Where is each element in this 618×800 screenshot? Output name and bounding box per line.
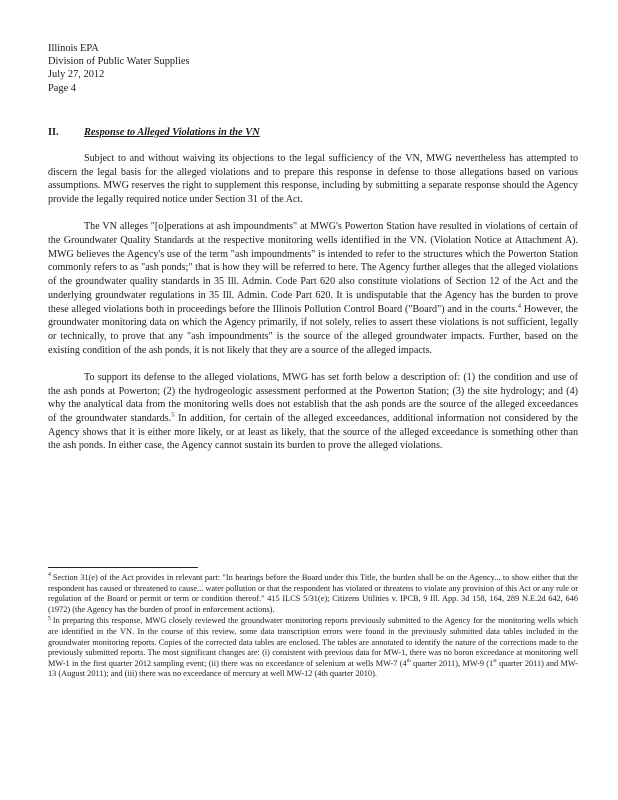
page-number: Page 4 (48, 82, 76, 94)
footnote-ref-5: 5 (171, 411, 175, 419)
paragraph-defense-outline (48, 371, 578, 453)
footnote-5-ordinal-1: th (406, 657, 411, 664)
section-title: Response to Alleged Violations in the VN (84, 127, 260, 138)
paragraph-vn-allegations-part2: However, the groundwater monitoring data on which the Agency primarily, if not solely, relies to assert these violations is not sufficient, legally or technically, to prove that any "ash impoundments" is the source of the alleged groundwater impacts. Further, based on the existing condition of the ash ponds, it is not likely that they are a source of the alleged impacts. (48, 303, 578, 356)
footnote-4-text: Section 31(e) of the Act provides in relevant part: "In hearings before the Board under this Title, the burden shall be on the Agency... to show either that the respondent has caused or threatened to cause... water pollution or that the respondent has violated or threatens to violate any provision of this Act or any rule or regulation of the Board or permit or term or condition thereof." 415 ILCS 5/31(e); Citizens Utilities v. IPCB, 9 Ill. App. 3d 158, 164, 289 N.E.2d 642, 646 (1972) (the Agency has the burden of proof in enforcement actions). (48, 573, 578, 614)
footnote-separator (48, 567, 198, 568)
footnote-ref-4: 4 (517, 302, 521, 310)
letterhead (48, 42, 190, 95)
footnote-5-text-part3: quarter 2011) and MW-13 (August 2011); and (iii) there was no exceedance of mercury at well MW-12 (4th quarter 2010). (48, 658, 578, 679)
paragraph-vn-allegations-part1: The VN alleges "[o]perations at ash impoundments" at MWG's Powerton Station have resulted in violations of certain of the Groundwater Quality Standards at the respective monitoring wells identified in the VN. (Violation Notice at Attachment A). MWG believes the Agency's use of the term "ash impoundments" is intended to refer to the structures which the Powerton Station commonly refers to as "ash ponds;" that is how they will be referred to here. The Agency further alleges that the alleged violations of the groundwater quality standards in 35 Ill. Admin. Code Part 620 also constitute violations of Section 12 of the Act and the underlying groundwater regulations in 35 Ill. Admin. Code Part 620. It is undisputable that the Agency has the burden to prove these alleged violations both in proceedings before the Illinois Pollution Control Board ("Board") and in the courts. (48, 221, 578, 315)
paragraph-objections: Subject to and without waiving its objections to the legal sufficiency of the VN, MWG nevertheless has attempted to discern the legal basis for the alleged violations and to prepare this response in defense to those allegations based on various assumptions. MWG reserves the right to supplement this response, including by submitting a separate response should the Agency provide the legally required notice under Section 31 of the Act. (48, 153, 578, 206)
recipient-agency: Illinois EPA (48, 43, 99, 54)
section-heading (48, 127, 260, 138)
footnote-5-ordinal-2: st (493, 657, 497, 664)
footnote-5-text-part2: quarter 2011), MW-9 (1 (410, 658, 494, 668)
footnote-5-text-part1: In preparing this response, MWG closely reviewed the groundwater monitoring reports previously submitted to the Agency for the monitoring wells which are identified in the VN. In the course of this review, some data transcription errors were found in the previously submitted data tables included in the groundwater monitoring reports. Copies of the corrected data tables are enclosed. The tables are annotated to identify the nature of the corrections made to the previously submitted reports. The most significant changes are: (i) consistent with previous data for MW-1, there was no boron exceedance at monitoring well MW-1 in the first quarter 2012 sampling event; (ii) there was no exceedance of selenium at wells MW-7 (4 (48, 616, 578, 668)
paragraph-defense-outline-part1: To support its defense to the alleged violations, MWG has set forth below a description of: (1) the condition and use of the ash ponds at Powerton; (2) the hydrogeologic assessment performed at the Powerton Station; (3) the site hydrology; and (4) why the analytical data from the monitoring wells does not establish that the ash ponds are the source of the alleged exceedances of the groundwater standards. (48, 371, 578, 424)
footnote-4 (48, 573, 578, 615)
footnote-4-mark: 4 (48, 572, 51, 579)
body-text (48, 152, 578, 467)
footnotes (48, 573, 578, 681)
footnote-5-mark: 5 (48, 615, 51, 622)
recipient-division: Division of Public Water Supplies (48, 56, 190, 68)
paragraph-defense-outline-part2: In addition, for certain of the alleged exceedances, additional information not considered by the Agency shows that it is either more likely, or at least as likely, that the source of the alleged exceedance is something other than the ash ponds. In either case, the Agency cannot sustain its burden to prove the alleged violations. (48, 412, 579, 452)
footnote-5 (48, 616, 578, 680)
letter-date: July 27, 2012 (48, 69, 105, 81)
section-number: II. (48, 127, 59, 138)
paragraph-vn-allegations (48, 220, 578, 357)
